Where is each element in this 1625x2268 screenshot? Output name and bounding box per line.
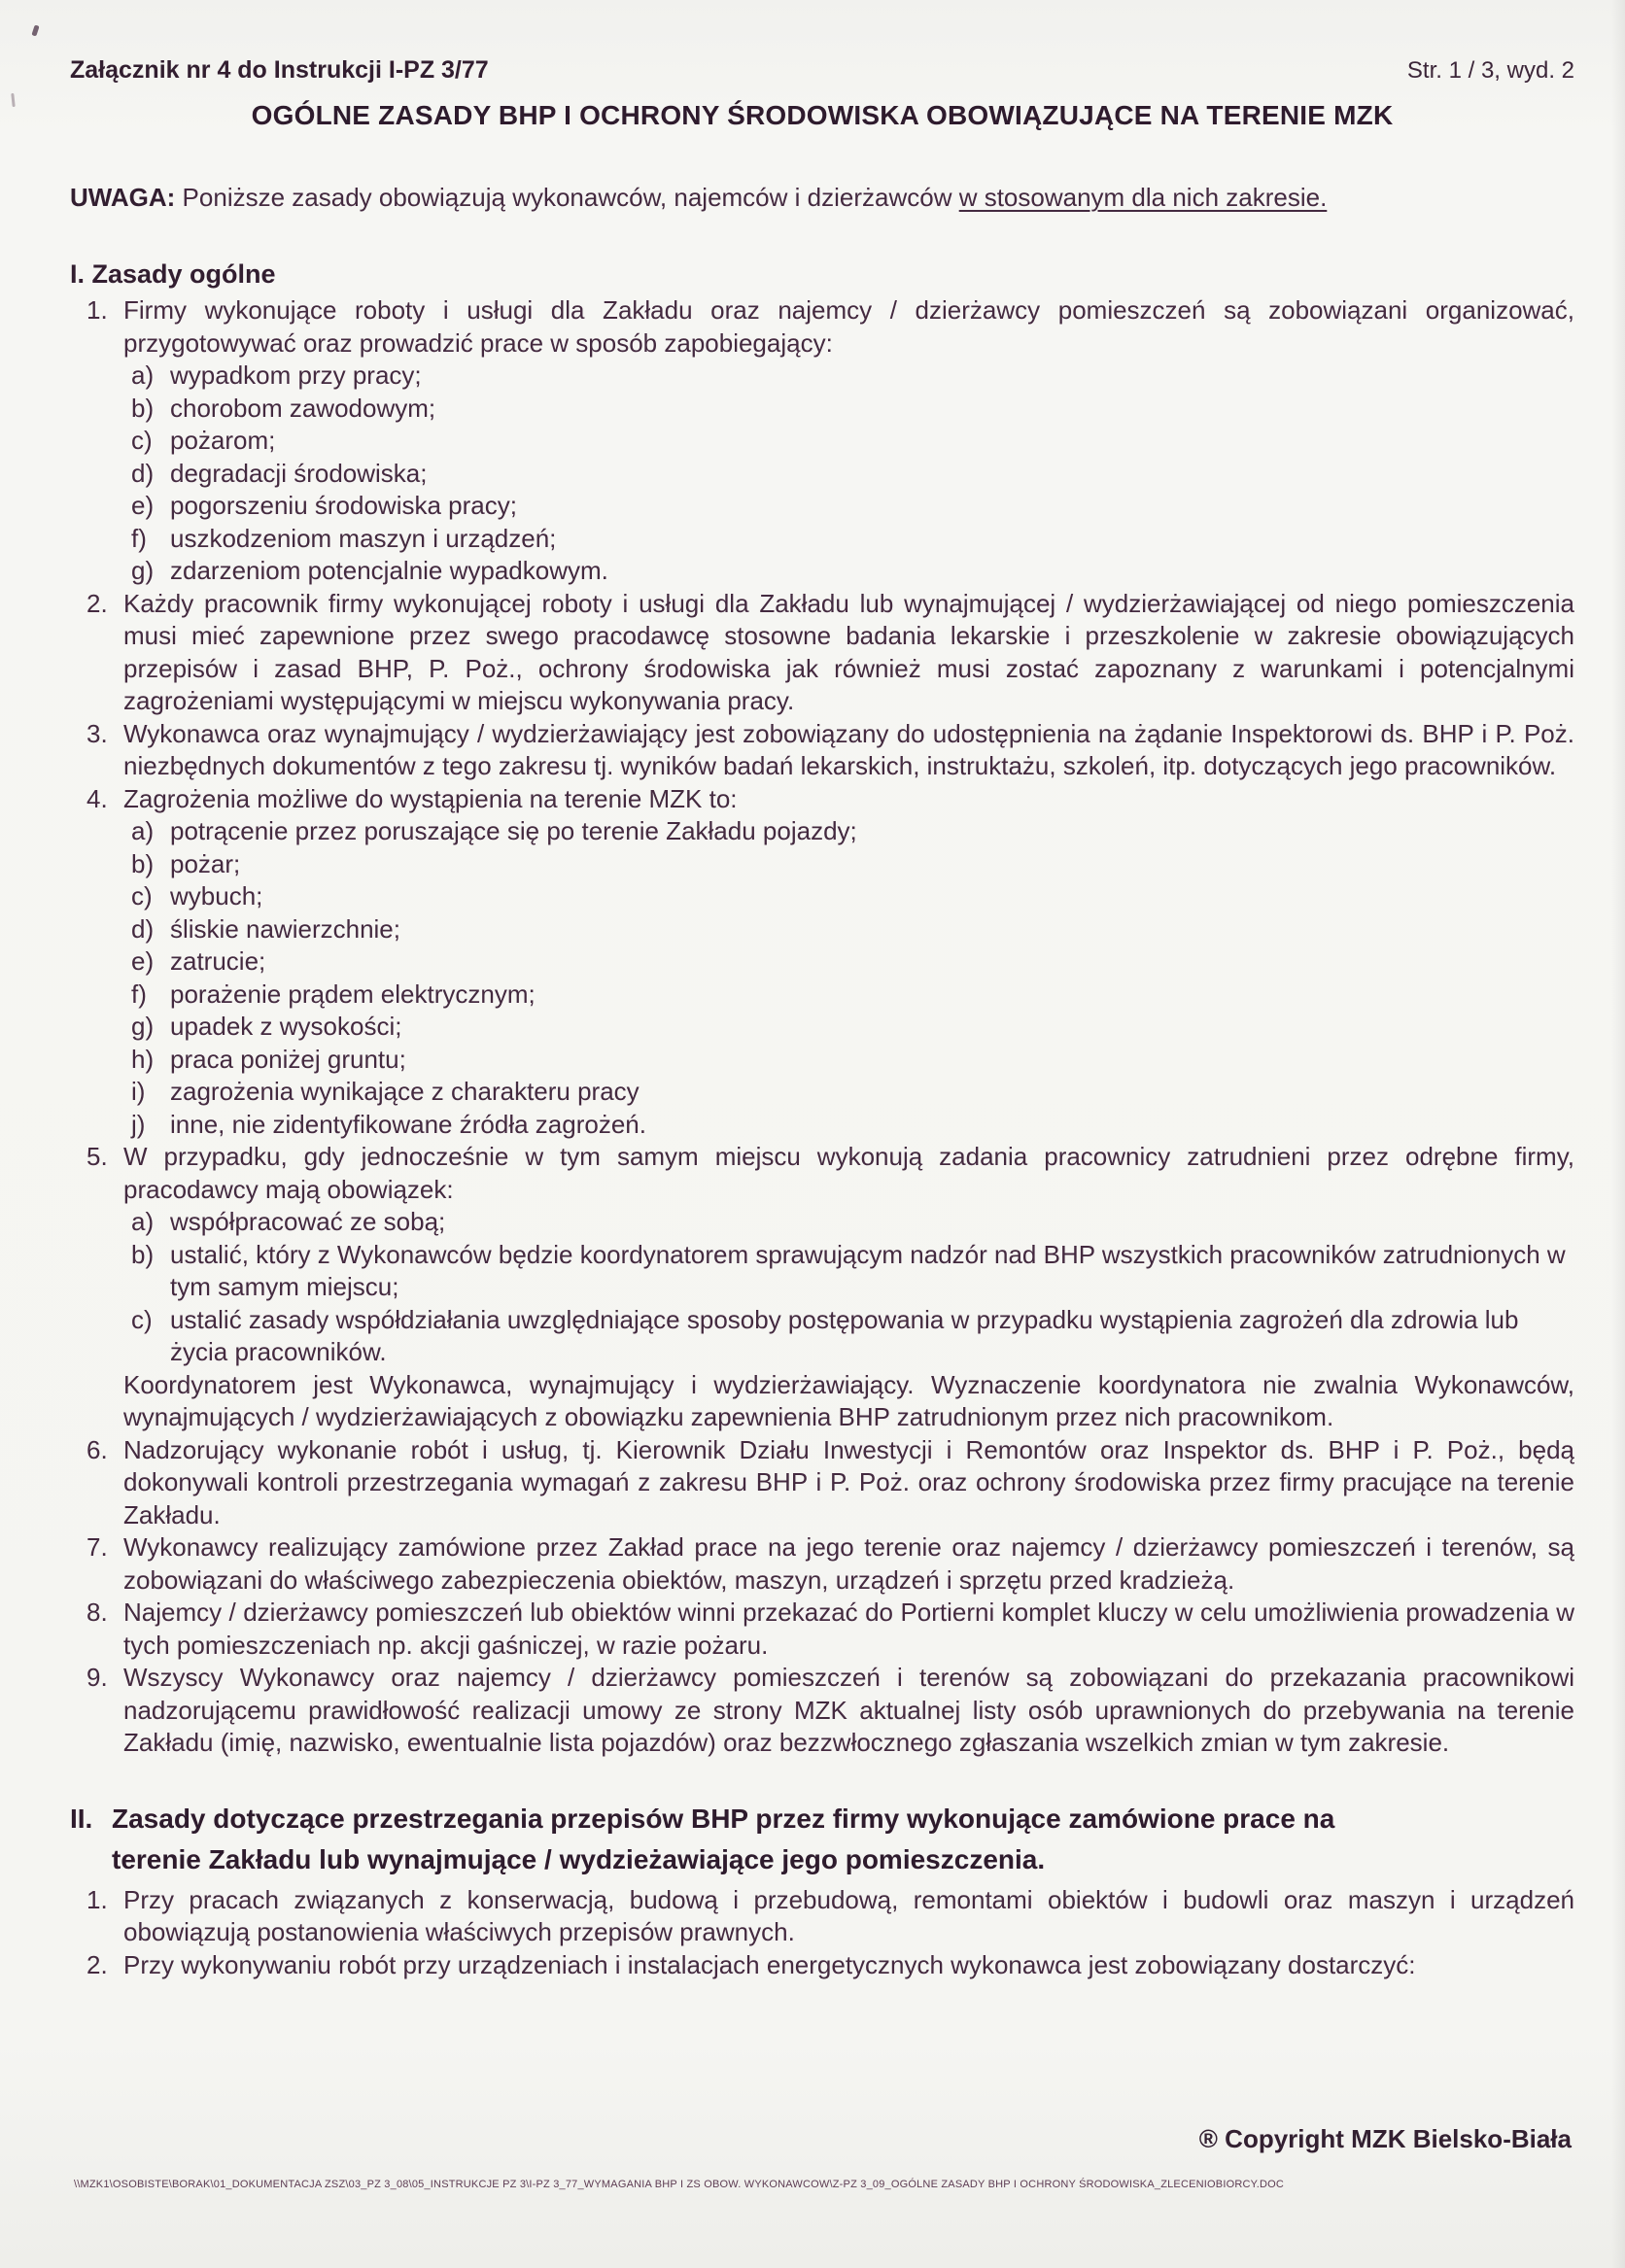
sub-marker: g) bbox=[131, 1012, 155, 1041]
sub-text: chorobom zawodowym; bbox=[170, 393, 436, 423]
page-title: OGÓLNE ZASADY BHP I OCHRONY ŚRODOWISKA OBOWIĄZUJĄCE NA TERENIE MZK bbox=[251, 100, 1394, 130]
sub-text: zatrucie; bbox=[170, 946, 266, 976]
notice-underlined-text: w stosowanym dla nich zakresie. bbox=[958, 183, 1328, 212]
sub-marker: g) bbox=[131, 556, 155, 585]
list-item bbox=[70, 588, 1574, 718]
sub-text: zdarzeniom potencjalnie wypadkowym. bbox=[170, 556, 608, 585]
page-number-label: Str. 1 / 3, wyd. 2 bbox=[1406, 57, 1574, 84]
sub-item bbox=[123, 1239, 1574, 1304]
file-path: \\MZK1\OSOBISTE\BORAK\01_DOKUMENTACJA ZSZ\03_PZ 3_08\05_INSTRUKCJE PZ 3\I-PZ 3_77_WYMAGANIA BHP I ZS OBOW. WYKONAWCOW\Z-PZ 3_09_OGÓLNE ZASADY BHP I OCHRONY ŚRODOWISKA_ZLECENIOBIORCY.DOC bbox=[74, 2179, 1285, 2190]
sub-marker: j) bbox=[131, 1109, 146, 1139]
item-text: Najemcy / dzierżawcy pomieszczeń lub obiektów winni przekazać do Portierni komplet kluczy w celu umożliwienia prowadzenia w tych pomieszczeniach np. akcji gaśniczej, w razie pożaru. bbox=[123, 1598, 1574, 1660]
sub-item bbox=[123, 458, 1574, 491]
section-ii-marker: II. bbox=[70, 1803, 93, 1834]
sub-item bbox=[123, 393, 1574, 426]
sub-marker: e) bbox=[131, 946, 155, 976]
item-text: Wykonawca oraz wynajmujący / wydzierżawiający jest zobowiązany do udostępnienia na żądanie Inspektorowi ds. BHP i P. Poż. niezbędnych dokumentów z tego zakresu tj. wyników badań lekarskich, instruktażu, szkoleń, itp. dotyczących jego pracowników. bbox=[123, 718, 1574, 780]
sub-marker: b) bbox=[131, 1239, 155, 1269]
sub-item bbox=[123, 945, 1574, 979]
scan-artifact bbox=[11, 93, 15, 107]
sub-marker: c) bbox=[131, 881, 153, 911]
attachment-reference: Załącznik nr 4 do Instrukcji I-PZ 3/77 bbox=[70, 56, 489, 84]
item-number: 4. bbox=[86, 783, 108, 813]
sub-item bbox=[123, 848, 1574, 881]
sub-marker: a) bbox=[131, 1207, 155, 1236]
list-item bbox=[70, 718, 1574, 783]
sub-marker: c) bbox=[131, 1304, 153, 1334]
item-number: 6. bbox=[86, 1434, 108, 1464]
sub-text: inne, nie zidentyfikowane źródła zagrożeń. bbox=[170, 1109, 646, 1139]
item-continuation-text: Koordynatorem jest Wykonawca, wynajmujący i wydzierżawiający. Wyznaczenie koordynatora nie zwalnia Wykonawców, wynajmujących / wydzierżawiających z obowiązku zapewnienia BHP zatrudnionym przez nich pracownikom. bbox=[123, 1369, 1574, 1431]
copyright-line: ® Copyright MZK Bielsko-Biała bbox=[1198, 2124, 1572, 2153]
item-text: Firmy wykonujące roboty i usługi dla Zakładu oraz najemcy / dzierżawcy pomieszczeń są zobowiązani organizować, przygotowywać oraz prowadzić prace w sposób zapobiegający: bbox=[123, 295, 1574, 358]
sub-marker: d) bbox=[131, 913, 155, 944]
section-i-list bbox=[70, 294, 1574, 1760]
sub-text: upadek z wysokości; bbox=[170, 1012, 402, 1041]
item-number: 2. bbox=[86, 1949, 108, 1979]
notice-text: Poniższe zasady obowiązują wykonawców, najemców i dzierżawców bbox=[175, 183, 959, 212]
sub-item bbox=[123, 1076, 1574, 1109]
notice-label: UWAGA: bbox=[70, 183, 176, 212]
sub-text: praca poniżej gruntu; bbox=[170, 1044, 406, 1074]
sub-text: wybuch; bbox=[170, 881, 263, 911]
item-text: Wykonawcy realizujący zamówione przez Zakład prace na jego terenie oraz najemcy / dzierżawcy pomieszczeń i terenów, są zobowiązani do właściwego zabezpieczenia obiektów, maszyn, urządzeń i sprzętu przed kradzieżą. bbox=[123, 1532, 1574, 1595]
scan-artifact bbox=[31, 24, 39, 36]
document-header bbox=[70, 54, 1574, 86]
sub-text: ustalić, który z Wykonawców będzie koordynatorem sprawującym nadzór nad BHP wszystkich pracowników zatrudnionych w tym samym miejscu; bbox=[170, 1239, 1566, 1301]
sub-text: wypadkom przy pracy; bbox=[170, 361, 422, 390]
item-number: 2. bbox=[86, 588, 108, 618]
item-text: Przy wykonywaniu robót przy urządzeniach i instalacjach energetycznych wykonawca jest zobowiązany dostarczyć: bbox=[123, 1949, 1416, 1979]
sub-item bbox=[123, 1109, 1574, 1142]
sub-item bbox=[123, 555, 1574, 588]
section-ii-heading bbox=[70, 1799, 1574, 1880]
sub-item bbox=[123, 360, 1574, 393]
sub-marker: h) bbox=[131, 1044, 155, 1074]
sub-marker: d) bbox=[131, 458, 155, 488]
item-number: 8. bbox=[86, 1598, 108, 1627]
sub-item bbox=[123, 1304, 1574, 1369]
sub-item bbox=[123, 490, 1574, 523]
sub-marker: b) bbox=[131, 393, 155, 423]
section-i-heading: I. Zasady ogólne bbox=[70, 259, 276, 289]
sub-text: degradacji środowiska; bbox=[170, 458, 428, 488]
list-item bbox=[70, 294, 1574, 588]
list-item bbox=[70, 1949, 1574, 1982]
sub-item bbox=[123, 523, 1574, 556]
item-number: 1. bbox=[86, 295, 108, 325]
sub-marker: b) bbox=[131, 848, 155, 878]
notice-line bbox=[70, 182, 1574, 214]
item-number: 1. bbox=[86, 1884, 108, 1914]
document-content bbox=[70, 54, 1574, 1981]
item-number: 9. bbox=[86, 1663, 108, 1692]
list-item bbox=[70, 1662, 1574, 1760]
sub-text: porażenie prądem elektrycznym; bbox=[170, 979, 536, 1009]
sub-text: pożarom; bbox=[170, 426, 276, 455]
sub-text: uszkodzeniom maszyn i urządzeń; bbox=[170, 523, 557, 553]
list-item bbox=[70, 783, 1574, 1142]
item-number: 3. bbox=[86, 718, 108, 748]
sub-text: pożar; bbox=[170, 848, 241, 878]
section-ii-list bbox=[70, 1884, 1574, 1982]
sub-item bbox=[123, 1011, 1574, 1044]
sub-marker: f) bbox=[131, 523, 147, 553]
sub-text: ustalić zasady współdziałania uwzględniające sposoby postępowania w przypadku wystąpienia zagrożeń dla zdrowia lub życia pracowników. bbox=[170, 1304, 1519, 1366]
list-item bbox=[70, 1434, 1574, 1532]
sub-item bbox=[123, 1206, 1574, 1239]
item-text: Przy pracach związanych z konserwacją, budową i przebudową, remontami obiektów i budowli oraz maszyn i urządzeń obowiązują postanowienia właściwych przepisów prawnych. bbox=[123, 1884, 1574, 1946]
item-number: 5. bbox=[86, 1142, 108, 1171]
sub-item bbox=[123, 979, 1574, 1012]
item-text: Wszyscy Wykonawcy oraz najemcy / dzierżawcy pomieszczeń i terenów są zobowiązani do przekazania pracownikowi nadzorującemu prawidłowość realizacji umowy ze strony MZK aktualnej listy osób uprawnionych do przebywania na terenie Zakładu (imię, nazwisko, ewentualnie lista pojazdów) oraz bezzwłocznego zgłaszania wszelkich zmian w tym zakresie. bbox=[123, 1663, 1574, 1757]
list-item bbox=[70, 1141, 1574, 1434]
sub-marker: f) bbox=[131, 979, 147, 1009]
sub-text: potrącenie przez poruszające się po terenie Zakładu pojazdy; bbox=[170, 816, 857, 845]
sub-marker: a) bbox=[131, 816, 155, 845]
item-number: 7. bbox=[86, 1532, 108, 1562]
item-text: Każdy pracownik firmy wykonującej roboty i usługi dla Zakładu lub wynajmującej / wydzierżawiającej od niego pomieszczenia musi mieć zapewnione przez swego pracodawcę stosowne badania lekarskie i przeszkolenie w zakresie obowiązujących przepisów i zasad BHP, P. Poż., ochrony środowiska jak również musi zostać zapoznany z warunkami i potencjalnymi zagrożeniami występującymi w miejscu wykonywania pracy. bbox=[123, 588, 1574, 715]
sub-text: pogorszeniu środowiska pracy; bbox=[170, 491, 517, 520]
sub-text: zagrożenia wynikające z charakteru pracy bbox=[170, 1077, 640, 1106]
sub-item bbox=[123, 425, 1574, 458]
item-text: Nadzorujący wykonanie robót i usług, tj. Kierownik Działu Inwestycji i Remontów oraz Inspektor ds. BHP i P. Poż., będą dokonywali kontroli przestrzegania wymagań z zakresu BHP i P. Poż. oraz ochrony środowiska przez firmy pracujące na terenie Zakładu. bbox=[123, 1434, 1574, 1529]
list-item bbox=[70, 1884, 1574, 1949]
sub-item bbox=[123, 1044, 1574, 1077]
sub-marker: e) bbox=[131, 491, 155, 520]
item-text: W przypadku, gdy jednocześnie w tym samym miejscu wykonują zadania pracownicy zatrudnieni przez odrębne firmy, pracodawcy mają obowiązek: bbox=[123, 1142, 1574, 1204]
sub-item bbox=[123, 815, 1574, 848]
section-ii-heading-text: Zasady dotyczące przestrzegania przepisów BHP przez firmy wykonujące zamówione prace na terenie Zakładu lub wynajmujące / wydzieżawiające jego pomieszczenia. bbox=[112, 1803, 1335, 1874]
list-item bbox=[70, 1531, 1574, 1597]
sub-text: współpracować ze sobą; bbox=[170, 1207, 446, 1236]
sub-marker: i) bbox=[131, 1077, 146, 1106]
sub-marker: a) bbox=[131, 361, 155, 390]
sub-item bbox=[123, 913, 1574, 946]
sub-marker: c) bbox=[131, 426, 153, 455]
sub-text: śliskie nawierzchnie; bbox=[170, 913, 400, 944]
item-text: Zagrożenia możliwe do wystąpienia na terenie MZK to: bbox=[123, 783, 738, 813]
sub-item bbox=[123, 880, 1574, 913]
list-item bbox=[70, 1597, 1574, 1662]
